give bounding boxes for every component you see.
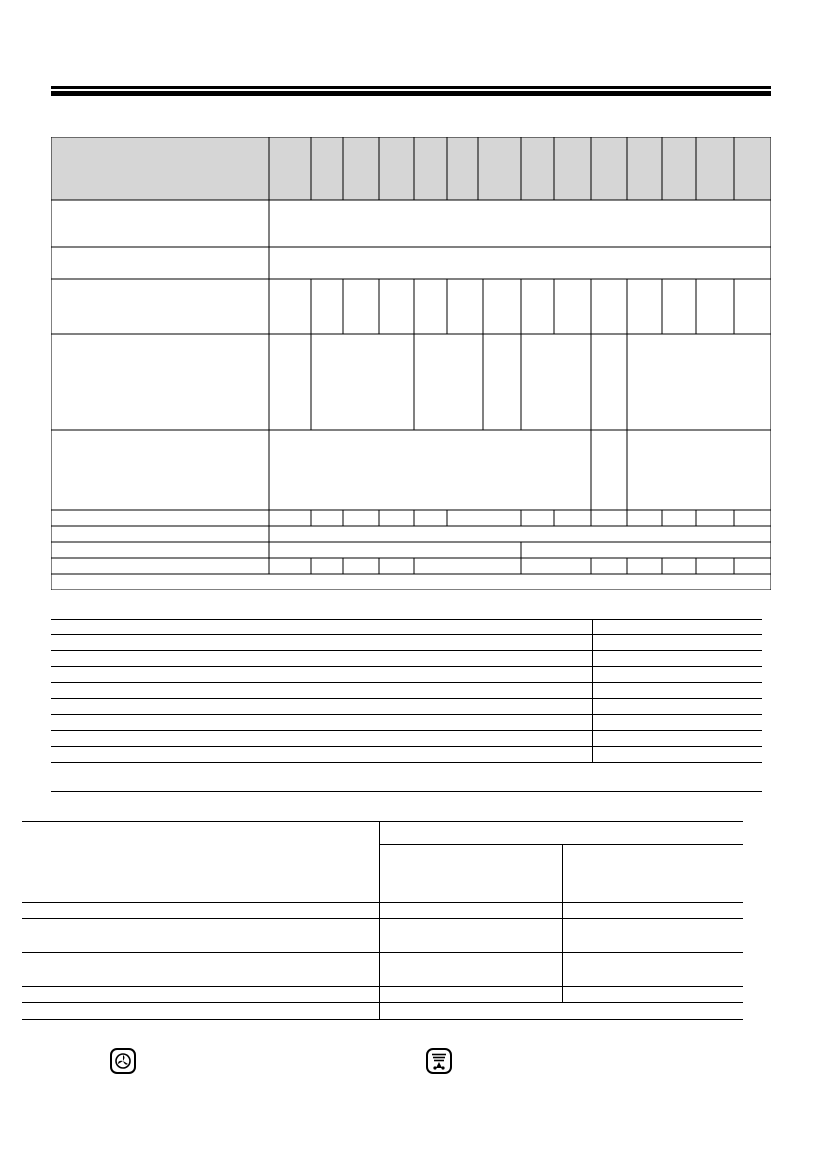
bottom-table-rule (22, 821, 743, 822)
specification-table (51, 137, 771, 590)
lookup-row-rule (51, 746, 762, 747)
lookup-row-rule (51, 666, 762, 667)
lookup-row-rule (51, 698, 762, 699)
lookup-row-rule (51, 730, 762, 731)
fan-mode-icon (110, 1048, 136, 1074)
header-rule (51, 86, 771, 89)
bottom-table-divider (379, 821, 380, 1019)
table-header-background (51, 137, 771, 200)
lookup-row-rule (51, 634, 762, 635)
bottom-table-rule (22, 952, 743, 953)
bottom-table-rule (22, 986, 743, 987)
bottom-table-rule (22, 902, 743, 903)
lookup-note-rule (51, 791, 762, 792)
lookup-column-divider (592, 619, 593, 762)
lookup-row-rule (51, 682, 762, 683)
bottom-table-rule (22, 1019, 743, 1020)
bottom-table-rule (22, 918, 743, 919)
bottom-table-rule (22, 1002, 743, 1003)
bottom-table-rule (379, 844, 743, 845)
header-rule-secondary (51, 91, 771, 96)
bottom-table-divider (562, 844, 563, 1002)
lookup-row-rule (51, 762, 762, 763)
lookup-row-rule (51, 650, 762, 651)
lookup-row-rule (51, 619, 762, 620)
lookup-row-rule (51, 714, 762, 715)
dry-mode-icon (426, 1048, 452, 1074)
